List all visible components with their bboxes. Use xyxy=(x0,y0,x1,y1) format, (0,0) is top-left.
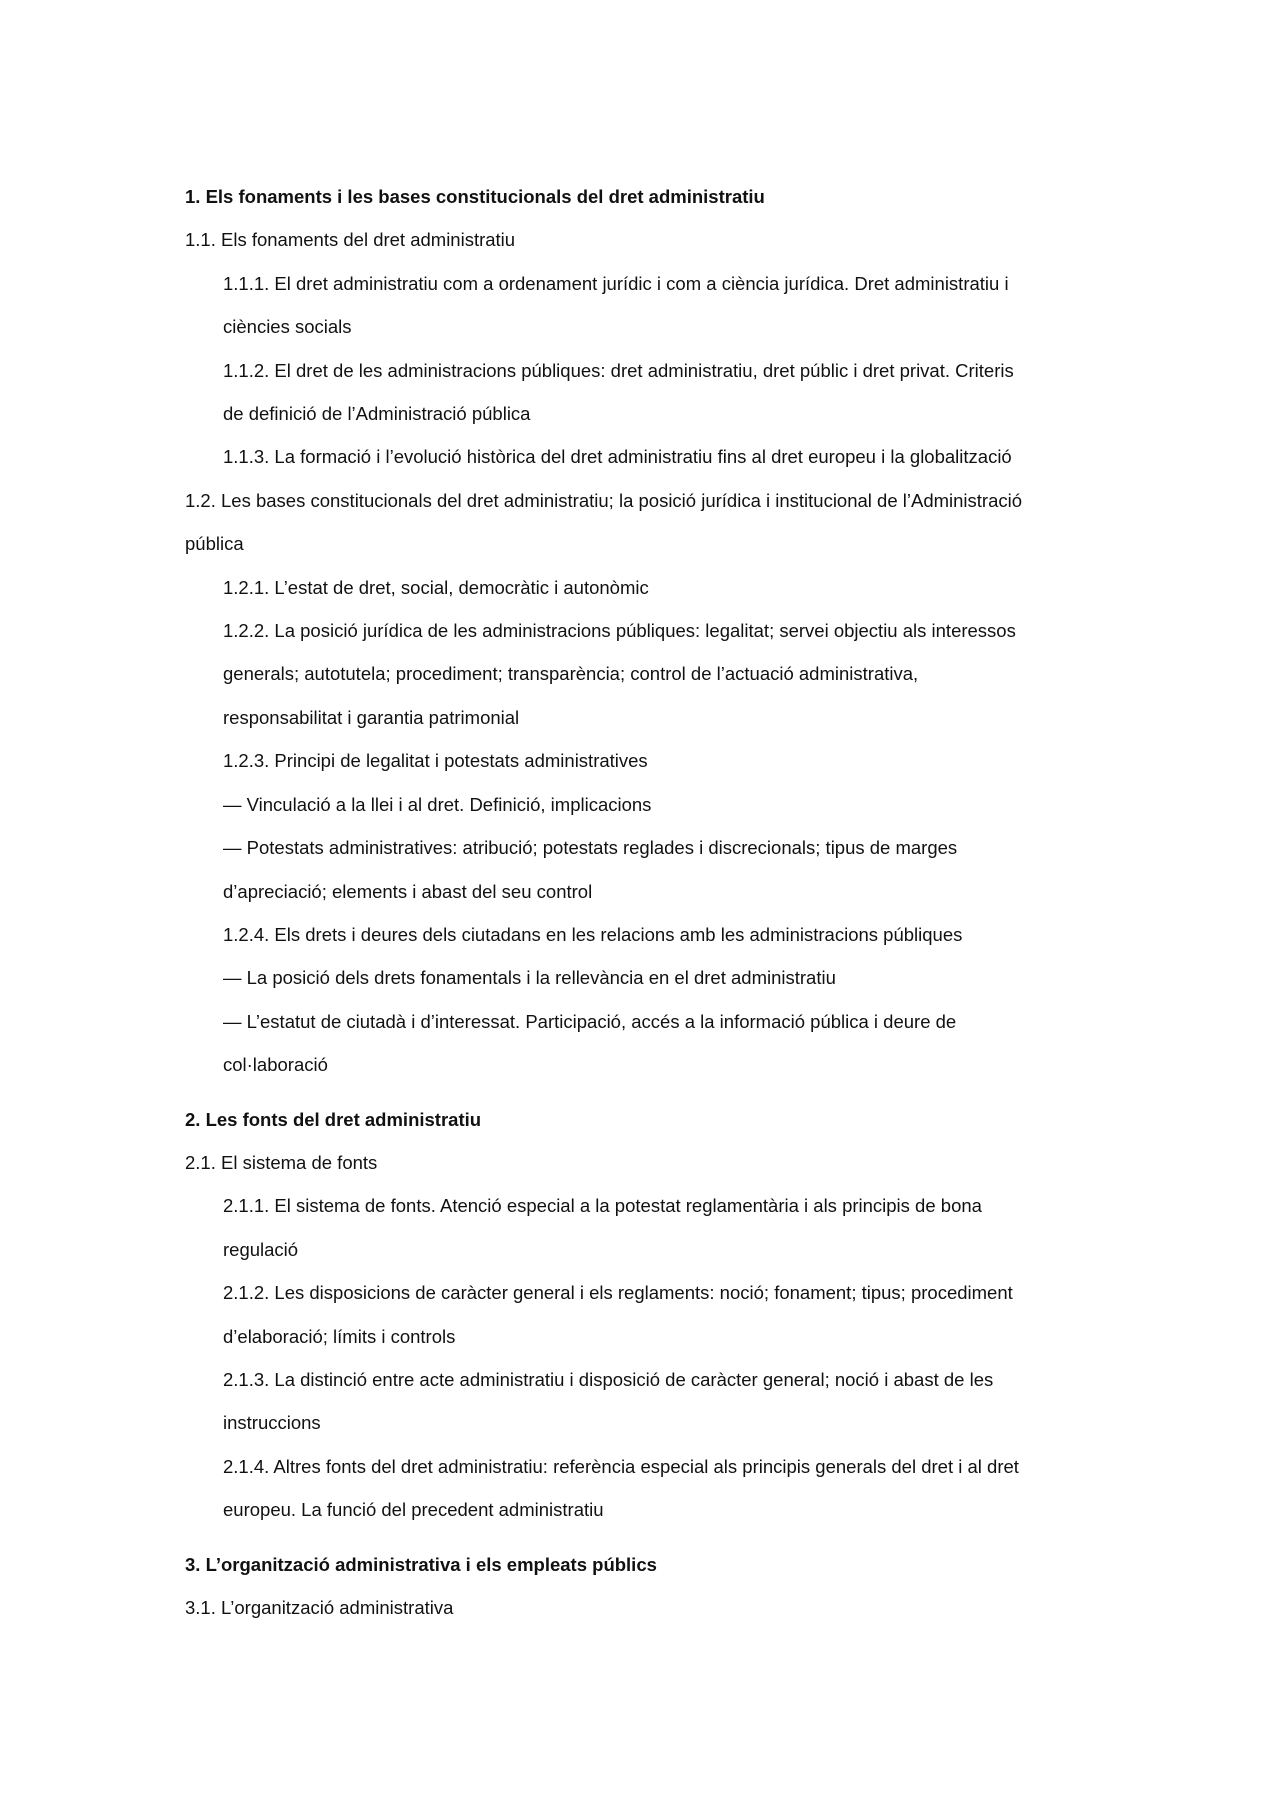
dash-item: — L’estatut de ciutadà i d’interessat. Participació, accés a la informació pública i deure de xyxy=(223,1010,957,1032)
section-title: 1.1. Els fonaments del dret administratiu xyxy=(185,229,516,251)
section-title: 1.2. Les bases constitucionals del dret administratiu; la posició jurídica i institucional de l’Administració xyxy=(185,489,1023,511)
dash-item: — La posició dels drets fonamentals i la rellevància en el dret administratiu xyxy=(223,967,836,989)
subsection-item: 1.2.2. La posició jurídica de les administracions públiques: legalitat; servei objectiu als interessos xyxy=(223,620,1016,642)
subsection-item: 1.2.1. L’estat de dret, social, democràtic i autonòmic xyxy=(223,576,649,598)
subsection-item: 2.1.1. El sistema de fonts. Atenció especial a la potestat reglamentària i als principis de bona xyxy=(223,1195,982,1217)
subsection-item-continued: responsabilitat i garantia patrimonial xyxy=(223,706,520,728)
subsection-item: 2.1.2. Les disposicions de caràcter general i els reglaments: noció; fonament; tipus; procediment xyxy=(223,1282,1013,1304)
subsection-item-continued: regulació xyxy=(223,1238,299,1260)
chapter-heading: 1. Els fonaments i les bases constitucionals del dret administratiu xyxy=(185,186,765,207)
subsection-item: 1.2.3. Principi de legalitat i potestats administratives xyxy=(223,750,648,772)
dash-item: — Potestats administratives: atribució; potestats reglades i discrecionals; tipus de marges xyxy=(223,837,958,859)
subsection-item-continued: d’elaboració; límits i controls xyxy=(223,1325,456,1347)
subsection-item-continued: instruccions xyxy=(223,1412,321,1434)
section-title: 2.1. El sistema de fonts xyxy=(185,1151,378,1173)
section-title-continued: pública xyxy=(185,533,244,555)
dash-item: — Vinculació a la llei i al dret. Definició, implicacions xyxy=(223,793,652,815)
subsection-item: 1.1.3. La formació i l’evolució històrica del dret administratiu fins al dret europeu i la globalització xyxy=(223,446,1012,468)
dash-item-continued: d’apreciació; elements i abast del seu control xyxy=(223,880,593,902)
subsection-item-continued: ciències socials xyxy=(223,316,352,338)
subsection-item-continued: europeu. La funció del precedent administratiu xyxy=(223,1499,604,1521)
chapter-heading: 3. L’organització administrativa i els empleats públics xyxy=(185,1553,657,1575)
dash-item-continued: col·laboració xyxy=(223,1054,328,1076)
subsection-item: 1.1.1. El dret administratiu com a ordenament jurídic i com a ciència jurídica. Dret administratiu i xyxy=(223,272,1009,294)
subsection-item: 1.2.4. Els drets i deures dels ciutadans en les relacions amb les administracions públiques xyxy=(223,923,963,945)
chapter-heading: 2. Les fonts del dret administratiu xyxy=(185,1108,482,1130)
document-body xyxy=(185,175,1090,1629)
subsection-item-continued: generals; autotutela; procediment; transparència; control de l’actuació administrativa, xyxy=(223,663,919,685)
subsection-item: 2.1.4. Altres fonts del dret administratiu: referència especial als principis generals del dret i al dret xyxy=(223,1455,1019,1477)
subsection-item: 1.1.2. El dret de les administracions públiques: dret administratiu, dret públic i dret privat. Criteris xyxy=(223,359,1014,381)
subsection-item: 2.1.3. La distinció entre acte administratiu i disposició de caràcter general; noció i abast de les xyxy=(223,1368,994,1390)
subsection-item-continued: de definició de l’Administració pública xyxy=(223,403,531,425)
section-title: 3.1. L’organització administrativa xyxy=(185,1597,454,1618)
